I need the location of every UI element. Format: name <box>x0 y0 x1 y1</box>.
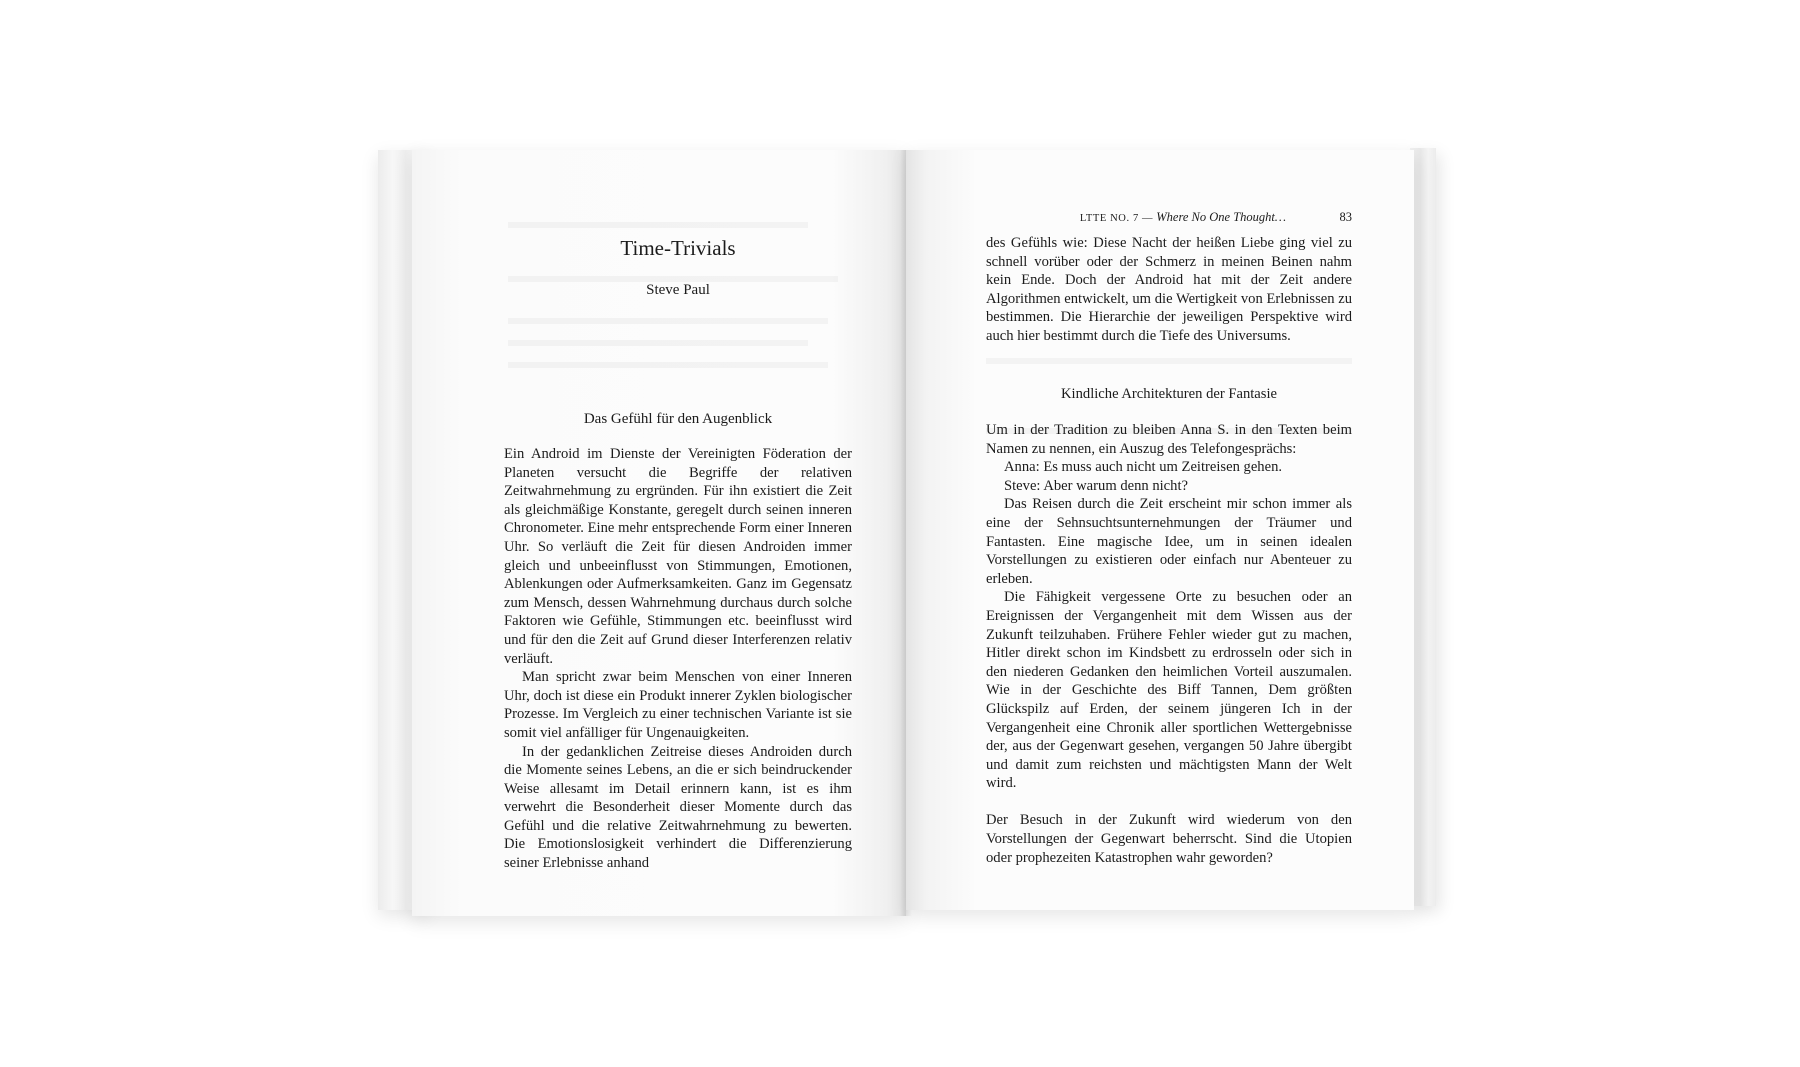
paragraph: Der Besuch in der Zukunft wird wiederum von den Vorstellungen der Gegenwart beherrscht. Sind die Utopien oder prophezeiten Katastrophen wahr geworden? <box>986 812 1352 866</box>
left-body-text <box>504 445 852 873</box>
dialog <box>986 458 1352 495</box>
show-through <box>508 340 808 346</box>
left-page <box>412 150 906 916</box>
paragraph: In der gedanklichen Zeitreise dieses Androiden durch die Momente seines Lebens, an die er sich beindruckender Weise allesamt im Detail erinnern kann, ist es ihm verwehrt die Besonderheit dieser Momente durch das Gefühl und die relative Zeitwahrnehmung zu bewerten. Die Emotionslosigkeit verhindert die Differenzierung seiner Erlebnisse anhand <box>504 743 852 872</box>
show-through <box>508 222 808 228</box>
page-number: 83 <box>1339 210 1352 224</box>
right-opening-text <box>986 234 1352 346</box>
dialog-line: Anna: Es muss auch nicht um Zeitreisen gehen. <box>1004 459 1283 476</box>
paragraph: Das Reisen durch die Zeit erscheint mir schon immer als eine der Sehnsuchtsunternehmungen der Träumer und Fantasten. Eine magische Idee, um in seinen idealen Vorstellungen zu existieren oder einfach nur Abenteuer zu erleben. <box>986 496 1352 587</box>
show-through <box>986 358 1352 364</box>
dialog-line: Steve: Aber warum denn nicht? <box>1004 477 1188 494</box>
chapter-title: Time-Trivials <box>620 236 736 260</box>
author-name: Steve Paul <box>646 282 710 298</box>
running-head-series: LTTE NO. 7 — <box>1079 213 1154 224</box>
section-heading: Das Gefühl für den Augenblick <box>583 411 773 427</box>
running-head-title: Where No One Thought… <box>1156 210 1286 224</box>
right-body-text <box>986 421 1352 867</box>
paragraph: Man spricht zwar beim Menschen von einer Inneren Uhr, doch ist diese ein Produkt innerer Zyklen biologischer Prozesse. Im Vergleich zu einer technischen Variante ist sie somit viel anfälliger für Ungenauigkeiten. <box>504 669 852 741</box>
running-head-text <box>1080 210 1286 225</box>
show-through <box>508 362 828 368</box>
section-heading: Kindliche Architekturen der Fantasie <box>1061 386 1277 402</box>
show-through <box>508 318 828 324</box>
paragraph: des Gefühls wie: Diese Nacht der heißen Liebe ging viel zu schnell vorüber oder der Schmerz in meinen Beinen nahm kein Ende. Doch der Android hat mit der Zeit andere Algorithmen entwickelt, um die Wertigkeit von Erlebnissen zu bestimmen. Die Hierarchie der jeweiligen Perspektive wird auch hier bestimmt durch die Tiefe des Universums. <box>986 235 1352 344</box>
paragraph: Um in der Tradition zu bleiben Anna S. in den Texten beim Namen zu nennen, ein Auszug des Telefongesprächs: <box>986 422 1352 457</box>
paragraph: Die Fähigkeit vergessene Orte zu besuchen oder an Ereignissen der Vergangenheit mit dem Wissen aus der Zukunft teilzuhaben. Frühere Fehler wieder gut zu machen, Hitler direkt schon im Kindsbett zu erdrosseln oder sich in den niederen Gedanken den heimlichen Vorteil auszumalen. Wie in der Geschichte des Biff Tannen, Dem größten Glückspilz auf Erden, der seinem jüngeren Ich in der Vergangenheit eine Chronik aller sportlichen Wettergebnisse der, aus der Gegenwart gesehen, vergangen 50 Jahre übergibt und damit zum reichsten und mächtigsten Mann der Welt wird. <box>986 589 1352 792</box>
right-page <box>906 150 1414 910</box>
paragraph: Ein Android im Dienste der Vereinigten Föderation der Planeten versucht die Begriffe der relativen Zeitwahrnehmung zu ergründen. Für ihn existiert die Zeit als gleichmäßige Konstante, geregelt durch seinen inneren Chronometer. Eine mehr entsprechende Form einer Inneren Uhr. So verläuft die Zeit für diesen Androiden immer gleich und unbeeinflusst von Stimmungen, Emotionen, Ablenkungen oder Aufmerksamkeiten. Ganz im Gegensatz zum Mensch, dessen Wahrnehmung durchaus durch solche Faktoren wie Gefühle, Stimmungen etc. beeinflusst wird und für den die Zeit auf Grund dieser Interferenzen relativ verläuft. <box>504 446 852 667</box>
